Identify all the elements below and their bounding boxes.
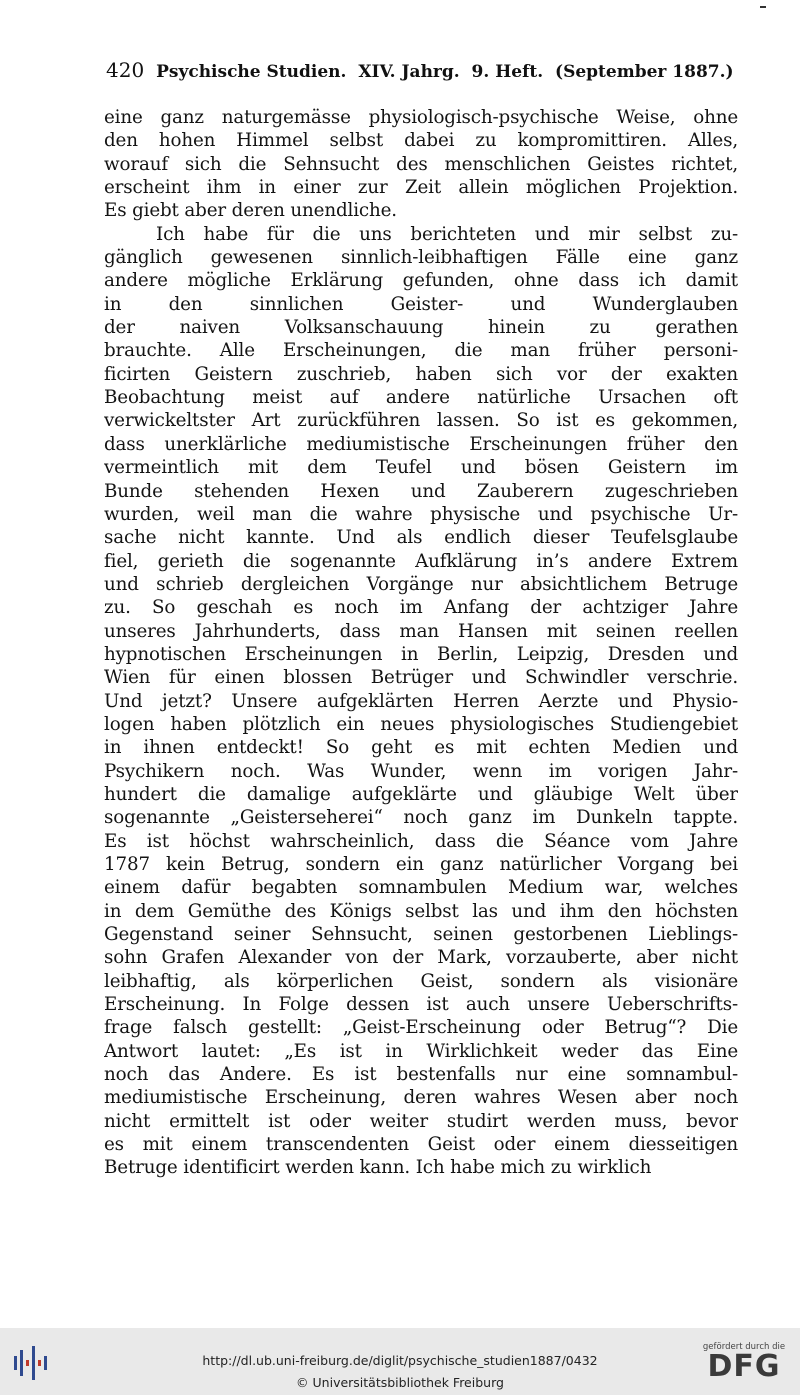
text-line: der naiven Volksanschauung hinein zu gerathen bbox=[104, 317, 738, 339]
text-line: erscheint ihm in einer zur Zeit allein möglichen Projektion. bbox=[104, 177, 738, 199]
text-line: zu. So geschah es noch im Anfang der achtziger Jahre bbox=[104, 597, 738, 619]
issue: 9. Heft. bbox=[471, 62, 544, 82]
text-line: Erscheinung. In Folge dessen ist auch unsere Ueberschrifts- bbox=[104, 994, 738, 1016]
text-line: in ihnen entdeckt! So geht es mit echten Medien und bbox=[104, 737, 738, 759]
text-line: sogenannte „Geisterseherei“ noch ganz im Dunkeln tappte. bbox=[104, 807, 738, 829]
text-line: einem dafür begabten somnambulen Medium war, welches bbox=[104, 877, 738, 899]
text-line: eine ganz naturgemässe physiologisch-psychische Weise, ohne bbox=[104, 107, 738, 128]
issue-date: (September 1887.) bbox=[555, 62, 734, 82]
text-line: gänglich gewesenen sinnlich-leibhaftigen Fälle eine ganz bbox=[104, 247, 738, 269]
text-line: sohn Grafen Alexander von der Mark, vorzauberte, aber nicht bbox=[104, 947, 738, 969]
text-line: wurden, weil man die wahre physische und psychische Ur- bbox=[104, 503, 738, 525]
document-url[interactable]: http://dl.ub.uni-freiburg.de/diglit/psychische_studien1887/0432 bbox=[202, 1353, 598, 1368]
text-line: Gegenstand seiner Sehnsucht, seinen gestorbenen Lieblings- bbox=[104, 924, 738, 946]
text-line: Beobachtung meist auf andere natürliche Ursachen oft bbox=[104, 387, 738, 409]
text-line: mediumistische Erscheinung, deren wahres Wesen aber noch bbox=[104, 1087, 738, 1109]
text-line: vermeintlich mit dem Teufel und bösen Geistern im bbox=[104, 457, 738, 479]
text-line: logen haben plötzlich ein neues physiologisches Studiengebiet bbox=[104, 713, 738, 735]
text-line: nicht ermittelt ist oder weiter studirt werden muss, bevor bbox=[104, 1110, 738, 1132]
dfg-logo bbox=[700, 1342, 788, 1382]
text-line: Bunde stehenden Hexen und Zauberern zugeschrieben bbox=[104, 480, 738, 502]
text-line: noch das Andere. Es ist bestenfalls nur eine somnambul- bbox=[104, 1064, 738, 1086]
text-line: und schrieb dergleichen Vorgänge nur absichtlichem Betruge bbox=[104, 573, 738, 595]
text-line: in den sinnlichen Geister- und Wunderglauben bbox=[104, 293, 738, 315]
viewer-footer bbox=[0, 1328, 800, 1395]
text-line: brauchte. Alle Erscheinungen, die man früher personi- bbox=[104, 340, 738, 362]
text-line: verwickeltster Art zurückführen lassen. So ist es gekommen, bbox=[104, 410, 738, 432]
running-title: Psychische Studien. bbox=[156, 62, 347, 82]
dfg-logo-text: DFG bbox=[707, 1349, 781, 1384]
text-line: andere mögliche Erklärung gefunden, ohne dass ich damit bbox=[104, 270, 738, 292]
copyright-notice: © Universitätsbibliothek Freiburg bbox=[296, 1375, 504, 1390]
text-line: Wien für einen blossen Betrüger und Schwindler verschrie. bbox=[104, 667, 738, 689]
text-line: Betruge identificirt werden kann. Ich habe mich zu wirklich bbox=[104, 1157, 652, 1179]
text-line: frage falsch gestellt: „Geist-Erscheinung oder Betrug“? Die bbox=[104, 1017, 738, 1039]
text-line: sache nicht kannte. Und als endlich dieser Teufelsglaube bbox=[104, 527, 738, 549]
text-line: fiel, gerieth die sogenannte Aufklärung in’s andere Extrem bbox=[104, 550, 738, 572]
body-text bbox=[104, 106, 738, 1180]
text-line: 1787 kein Betrug, sondern ein ganz natürlicher Vorgang bei bbox=[104, 854, 738, 875]
text-line: es mit einem transcendenten Geist oder einem diesseitigen bbox=[104, 1134, 738, 1156]
text-line: ficirten Geistern zuschrieb, haben sich vor der exakten bbox=[104, 363, 738, 385]
running-header bbox=[106, 58, 736, 82]
text-line: leibhaftig, als körperlichen Geist, sondern als visionäre bbox=[104, 970, 738, 992]
text-line: Antwort lautet: „Es ist in Wirklichkeit weder das Eine bbox=[104, 1040, 738, 1062]
text-line: Ich habe für die uns berichteten und mir selbst zu- bbox=[156, 223, 738, 245]
text-line: worauf sich die Sehnsucht des menschlichen Geistes richtet, bbox=[104, 153, 738, 175]
page-corner-mark bbox=[760, 6, 766, 8]
funder-note: gefördert durch die bbox=[702, 1342, 786, 1352]
text-line: hundert die damalige aufgeklärte und gläubige Welt über bbox=[104, 783, 738, 805]
text-line: in dem Gemüthe des Königs selbst las und ihm den höchsten bbox=[104, 900, 738, 922]
text-line: Psychikern noch. Was Wunder, wenn im vorigen Jahr- bbox=[104, 760, 738, 782]
page-number: 420 bbox=[106, 58, 145, 82]
volume: XIV. Jahrg. bbox=[358, 62, 460, 82]
text-line: dass unerklärliche mediumistische Erscheinungen früher den bbox=[104, 433, 738, 455]
text-line: hypnotischen Erscheinungen in Berlin, Leipzig, Dresden und bbox=[104, 643, 738, 665]
text-line: Es giebt aber deren unendliche. bbox=[104, 200, 397, 222]
text-line: Und jetzt? Unsere aufgeklärten Herren Aerzte und Physio- bbox=[104, 690, 738, 712]
text-line: Es ist höchst wahrscheinlich, dass die Séance vom Jahre bbox=[104, 830, 738, 852]
text-line: unseres Jahrhunderts, dass man Hansen mit seinen reellen bbox=[104, 620, 738, 642]
text-line: den hohen Himmel selbst dabei zu kompromittiren. Alles, bbox=[104, 130, 738, 152]
